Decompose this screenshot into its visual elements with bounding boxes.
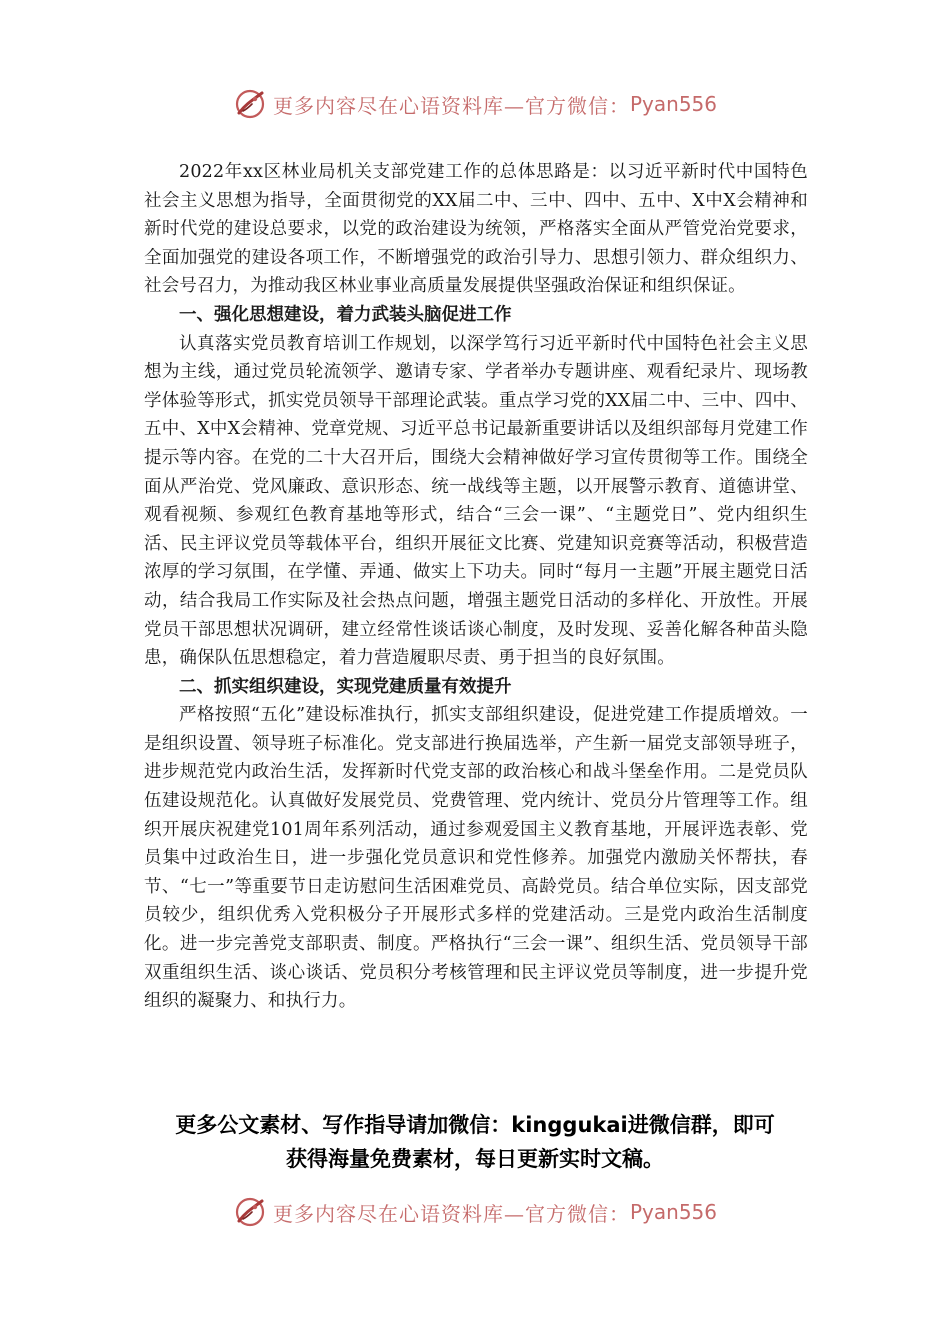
intro-paragraph: 2022年xx区林业局机关支部党建工作的总体思路是：以习近平新时代中国特色社会主义思想为指导，全面贯彻党的XX届二中、三中、四中、五中、X中X会精神和新时代党的建设总要求，以党的政治建设为统领，严格落实全面从严管党治党要求，全面加强党的建设各项工作，不断增强党的政治引导力、思想引领力、群众组织力、社会号召力，为推动我区林业事业高质量发展提供坚强政治保证和组织保证。 xyxy=(144,162,808,297)
promo-notice xyxy=(0,1108,950,1176)
banner-wechat-id: Pyan556 xyxy=(629,1200,717,1224)
banner-wechat-id: Pyan556 xyxy=(629,92,717,116)
banner-text: 更多内容尽在心语资料库—官方微信： xyxy=(272,93,630,118)
promo-line-1: 更多公文素材、写作指导请加微信：kinggukai进微信群，即可 xyxy=(175,1113,775,1137)
banner-text: 更多内容尽在心语资料库—官方微信： xyxy=(272,1201,630,1226)
document-body xyxy=(144,158,808,1016)
section-heading-1: 一、强化思想建设，着力武装头脑促进工作 xyxy=(179,304,512,325)
section-2-paragraph: 严格按照“五化”建设标准执行，抓实支部组织建设，促进党建工作提质增效。一是组织设置、领导班子标准化。党支部进行换届选举，产生新一届党支部领导班子，进步规范党内政治生活，发挥新时代党支部的政治核心和战斗堡垒作用。二是党员队伍建设规范化。认真做好发展党员、党费管理、党内统计、党员分片管理等工作。组织开展庆祝建党101周年系列活动，通过参观爱国主义教育基地，开展评选表彰、党员集中过政治生日，进一步强化党员意识和党性修养。加强党内激励关怀帮扶，春节、“七一”等重要节日走访慰问生活困难党员、高龄党员。结合单位实际，因支部党员较少，组织优秀入党积极分子开展形式多样的党建活动。三是党内政治生活制度化。进一步完善党支部职责、制度。严格执行“三会一课”、组织生活、党员领导干部双重组织生活、谈心谈话、党员积分考核管理和民主评议党员等制度，进一步提升党组织的凝聚力、和执行力。 xyxy=(144,705,808,1012)
footer-watermark-banner xyxy=(0,1192,950,1232)
header-watermark-banner xyxy=(0,84,950,124)
promo-line-2: 获得海量免费素材，每日更新实时文稿。 xyxy=(286,1147,664,1171)
section-1-paragraph: 认真落实党员教育培训工作规划，以深学笃行习近平新时代中国特色社会主义思想为主线，通过党员轮流领学、邀请专家、学者举办专题讲座、观看纪录片、现场教学体验等形式，抓实党员领导干部理论武装。重点学习党的XX届二中、三中、四中、五中、X中X会精神、党章党规、习近平总书记最新重要讲话以及组织部每月党建工作提示等内容。在党的二十大召开后，围绕大会精神做好学习宣传贯彻等工作。围绕全面从严治党、党风廉政、意识形态、统一战线等主题，以开展警示教育、道德讲堂、观看视频、参观红色教育基地等形式，结合“三会一课”、“主题党日”、党内组织生活、民主评议党员等载体平台，组织开展征文比赛、党建知识竞赛等活动，积极营造浓厚的学习氛围，在学懂、弄通、做实上下功夫。同时“每月一主题”开展主题党日活动，结合我局工作实际及社会热点问题，增强主题党日活动的多样化、开放性。开展党员干部思想状况调研，建立经常性谈话谈心制度，及时发现、妥善化解各种苗头隐患，确保队伍思想稳定，着力营造履职尽责、勇于担当的良好氛围。 xyxy=(144,333,808,669)
pen-logo-icon xyxy=(233,1195,267,1229)
pen-logo-icon xyxy=(233,87,267,121)
section-heading-2: 二、抓实组织建设，实现党建质量有效提升 xyxy=(179,676,512,697)
